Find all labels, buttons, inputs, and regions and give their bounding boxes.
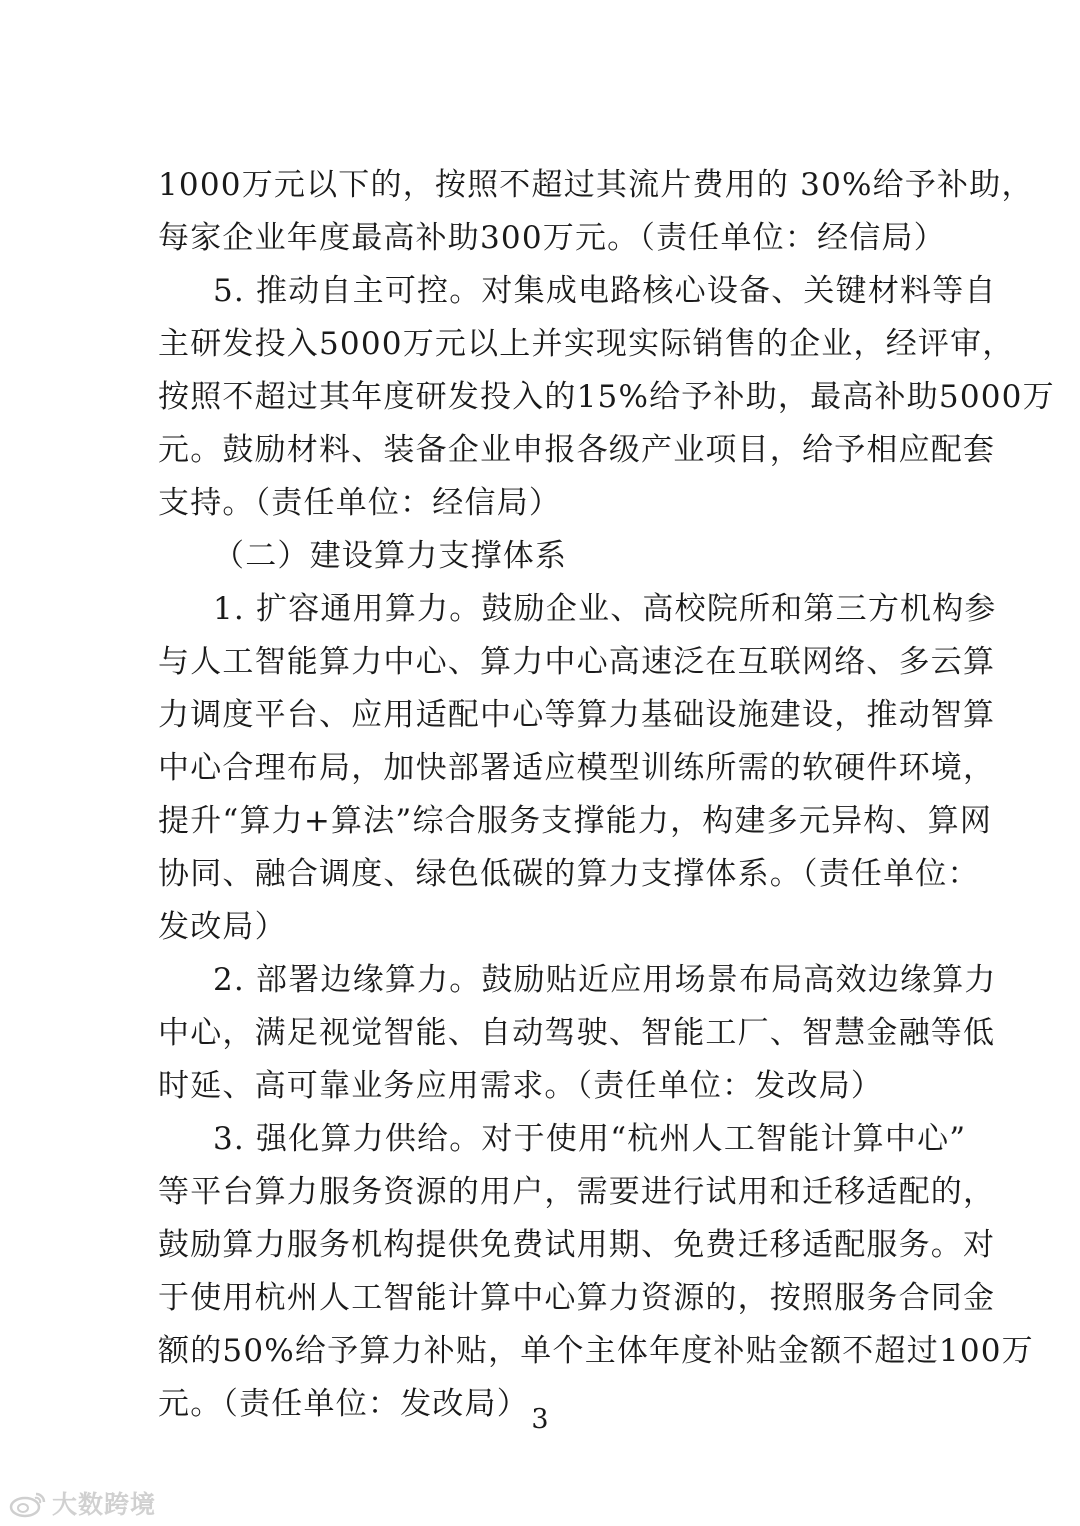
text-line: 主研发投入5000万元以上并实现实际销售的企业，经评审， xyxy=(158,326,1015,362)
text-line: 提升“算力+算法”综合服务支撑能力，构建多元异构、算网 xyxy=(158,803,993,839)
text-line: 5. 推动自主可控。对集成电路核心设备、关键材料等自 xyxy=(213,273,997,309)
page-number: 3 xyxy=(531,1404,549,1435)
text-line: 3. 强化算力供给。对于使用“杭州人工智能计算中心” xyxy=(213,1121,967,1157)
text-line: 元。（责任单位：发改局） xyxy=(158,1386,529,1422)
text-line: 1000万元以下的，按照不超过其流片费用的 30%给予补助， xyxy=(158,167,1034,203)
text-line: 额的50%给予算力补贴，单个主体年度补贴金额不超过100万 xyxy=(158,1333,1034,1369)
text-line: 2. 部署边缘算力。鼓励贴近应用场景布局高效边缘算力 xyxy=(213,962,997,998)
text-line: 与人工智能算力中心、算力中心高速泛在互联网络、多云算 xyxy=(158,644,996,680)
text-line: 协同、融合调度、绿色低碳的算力支撑体系。（责任单位： xyxy=(158,856,980,892)
text-line: 每家企业年度最高补助300万元。（责任单位：经信局） xyxy=(158,220,946,256)
weibo-logo-icon xyxy=(8,1488,48,1518)
text-line: 发改局） xyxy=(158,909,287,945)
text-line: 支持。（责任单位：经信局） xyxy=(158,485,562,521)
text-line: 中心合理布局，加快部署适应模型训练所需的软硬件环境， xyxy=(158,750,996,786)
watermark xyxy=(8,1486,156,1520)
text-line: 按照不超过其年度研发投入的15%给予补助，最高补助5000万 xyxy=(158,379,1055,415)
text-line: 元。鼓励材料、装备企业申报各级产业项目，给予相应配套 xyxy=(158,432,996,468)
text-line: 于使用杭州人工智能计算中心算力资源的，按照服务合同金 xyxy=(158,1280,996,1316)
watermark-text: 大数跨境 xyxy=(52,1490,157,1519)
text-line: 中心，满足视觉智能、自动驾驶、智能工厂、智慧金融等低 xyxy=(158,1015,996,1051)
text-line: 力调度平台、应用适配中心等算力基础设施建设，推动智算 xyxy=(158,697,996,733)
text-line: 时延、高可靠业务应用需求。（责任单位：发改局） xyxy=(158,1068,884,1104)
section-heading: （二）建设算力支撑体系 xyxy=(213,538,568,574)
text-line: 鼓励算力服务机构提供免费试用期、免费迁移适配服务。对 xyxy=(158,1227,996,1263)
text-line: 1. 扩容通用算力。鼓励企业、高校院所和第三方机构参 xyxy=(213,591,997,627)
text-line: 等平台算力服务资源的用户，需要进行试用和迁移适配的， xyxy=(158,1174,996,1210)
